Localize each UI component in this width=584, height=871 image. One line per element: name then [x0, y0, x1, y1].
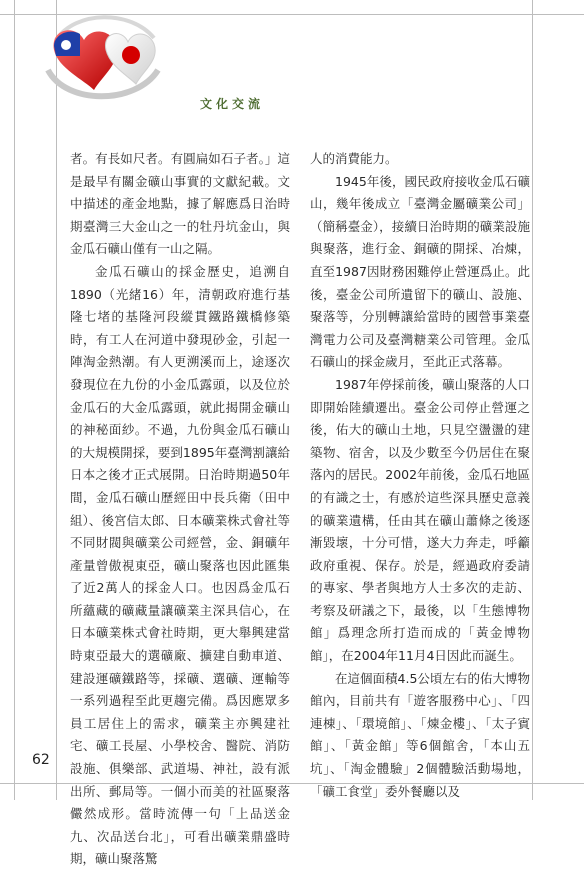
page-rule-left — [14, 0, 15, 800]
section-title: 文化交流 — [200, 97, 265, 111]
taiwan-japan-hearts-logo — [36, 10, 166, 105]
paragraph: 在這個面積4.5公頃左右的佑大博物館內，目前共有「遊客服務中心」、「四連棟」、「環境館」、「煉金樓」、「太子賓館」、「黃金館」等6個館舍，「本山五坑」、「淘金體驗」2個體驗活動場地，「礦工食堂」委外餐廳以及 — [310, 670, 530, 799]
paragraph: 1945年後，國民政府接收金瓜石礦山，幾年後成立「臺灣金屬礦業公司」（簡稱臺金），接續日治時期的礦業設施與聚落，進行金、銅礦的開採、冶煉，直至1987因財務困難停止營運爲止。此後，臺金公司所遺留下的礦山、設施、聚落等，分別轉讓給當時的國營事業臺灣電力公司及臺灣糖業公司管理。金瓜石礦山的採金歲月，至此正式落幕。 — [310, 173, 530, 370]
page-rule-left-inner — [56, 0, 57, 800]
paragraph: 1987年停採前後，礦山聚落的人口即開始陸續遷出。臺金公司停止營運之後，佑大的礦山土地，只見空盪盪的建築物、宿舍，以及少數至今仍居住在聚落內的居民。2002年前後，金瓜石地區的有識之士，有感於這些深具歷史意義的礦業遺構，任由其在礦山蕭條之後逐漸毀壞，十分可惜，遂大力奔走，呼籲政府重視、保存。於是，經過政府委請的專家、學者與地方人士多次的走訪、考察及研議之下，最後，以「生態博物館」爲理念所打造而成的「黃金博物館」，在2004年11月4日因此而誕生。 — [310, 376, 530, 664]
page-number: 62 — [32, 752, 50, 768]
paragraph: 金瓜石礦山的採金歷史，追溯自1890（光緒16）年，清朝政府進行基隆七堵的基隆河段縱貫鐵路鐵橋修築時，有工人在河道中發現砂金，引起一陣淘金熱潮。有人更溯溪而上，途逐次發現位在九份的小金瓜露頭，以及位於金瓜石的大金瓜露頭，就此揭開金礦山的神秘面紗。不過，九份與金瓜石礦山的大規模開採，要到1895年臺灣割讓給日本之後才正式展開。日治時期過50年間，金瓜石礦山歷經田中長兵衛（田中組）、後宮信太郎、日本礦業株式會社等不同財閥與礦業公司經營，金、銅礦年產量曾傲視東亞，礦山聚落也因此匯集了近2萬人的採金人口。也因爲金瓜石所蘊藏的礦藏量讓礦業主深具信心，在日本礦業株式會社時期，更大舉興建當時東亞最大的選礦廠、擴建自動車道、建設運礦鐵路等，採礦、選礦、運輸等一系列過程至此更趨完備。爲因應眾多員工居住上的需求，礦業主亦興建社宅、礦工長屋、小學校舍、醫院、消防設施、俱樂部、武道場、神社，設有派出所、郵局等。一個小而美的社區聚落儼然成形。當時流傳一句「上品送金九、次品送台北」，可看出礦業鼎盛時期，礦山聚落驚 — [70, 263, 290, 867]
paragraph: 者。有長如尺者。有圓扁如石子者。」這是最早有關金礦山事實的文獻紀載。文中描述的產金地點，據了解應爲日治時期臺灣三大金山之一的牡丹坑金山，與金瓜石礦山僅有一山之隔。 — [70, 151, 290, 257]
right-text-column — [310, 148, 530, 803]
page-rule-right — [532, 0, 533, 800]
left-text-column — [70, 148, 290, 871]
paragraph: 人的消費能力。 — [310, 151, 398, 166]
